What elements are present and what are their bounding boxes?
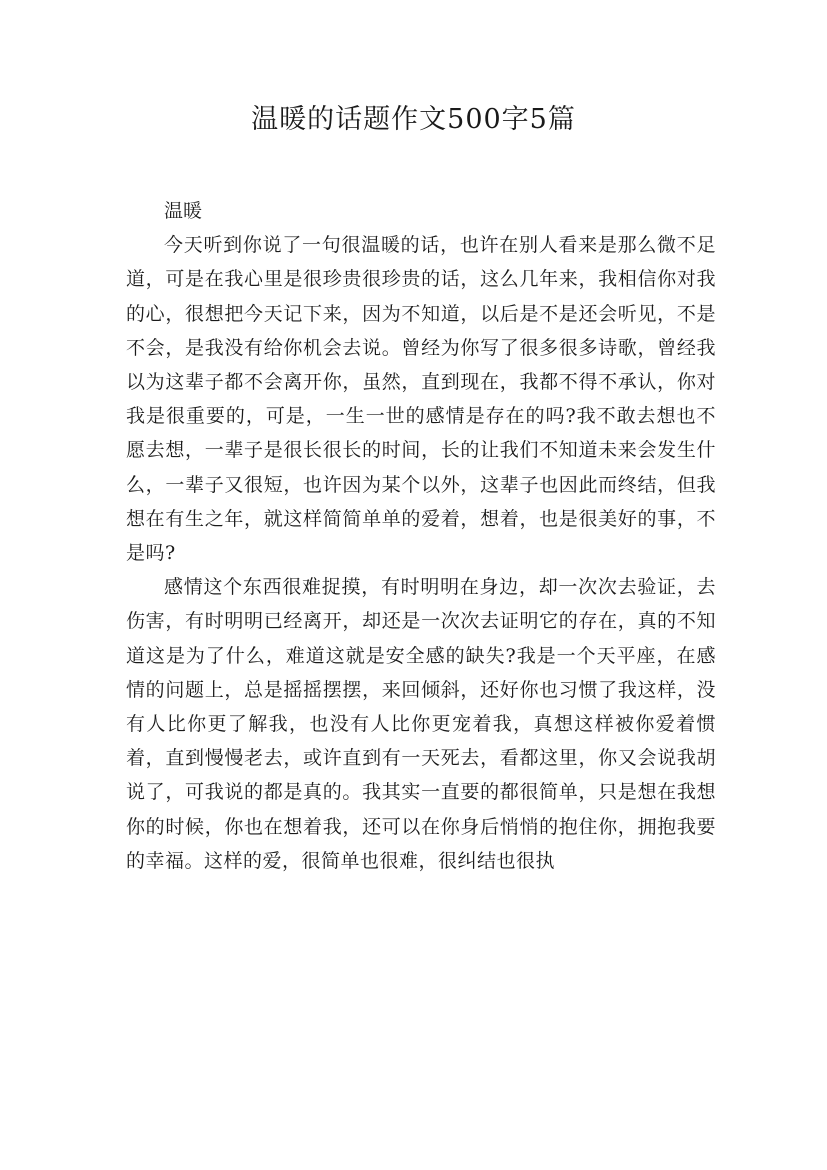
section-heading: 温暖 xyxy=(164,200,203,222)
document-title: 温暖的话题作文500字5篇 xyxy=(251,104,576,135)
paragraph-1: 今天听到你说了一句很温暖的话，也许在别人看来是那么微不足道，可是在我心里是很珍贵很珍贵的话，这么几年来，我相信你对我的心，很想把今天记下来，因为不知道，以后是不是还会听见，不是不会，是我没有给你机会去说。曾经为你写了很多很多诗歌，曾经我以为这辈子都不会离开你，虽然，直到现在，我都不得不承认，你对我是很重要的，可是，一生一世的感情是存在的吗?我不敢去想也不愿去想，一辈子是很长很长的时间，长的让我们不知道未来会发生什么，一辈子又很短，也许因为某个以外，这辈子也因此而终结，但我想在有生之年，就这样简简单单的爱着，想着，也是很美好的事，不是吗? xyxy=(126,234,716,565)
paragraph-2: 感情这个东西很难捉摸，有时明明在身边，却一次次去验证，去伤害，有时明明已经离开，却还是一次次去证明它的存在，真的不知道这是为了什么，难道这就是安全感的缺失?我是一个天平座，在感情的问题上，总是摇摇摆摆，来回倾斜，还好你也习惯了我这样，没有人比你更了解我，也没有人比你更宠着我，真想这样被你爱着惯着，直到慢慢老去，或许直到有一天死去，看都这里，你又会说我胡说了，可我说的都是真的。我其实一直要的都很简单，只是想在我想你的时候，你也在想着我，还可以在你身后悄悄的抱住你，拥抱我要的幸福。这样的爱，很简单也很难，很纠结也很执 xyxy=(126,576,716,872)
document-body xyxy=(126,194,716,878)
